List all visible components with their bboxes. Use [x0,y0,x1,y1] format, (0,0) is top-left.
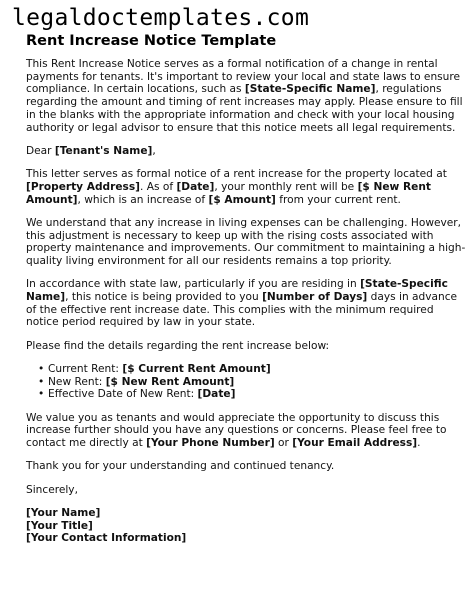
contact-text-2: or [274,437,293,450]
notice-paragraph [26,168,466,206]
contact-text-3: . [417,437,421,450]
property-address-placeholder: [Property Address] [26,180,140,193]
contact-info-placeholder: [Your Contact Information] [26,532,187,545]
letter-body [26,58,466,545]
detail-value: [Date] [197,388,236,401]
tenant-name-placeholder: [Tenant's Name] [54,144,153,157]
list-item [38,363,466,376]
your-title-placeholder: [Your Title] [26,519,93,532]
salutation-text: Dear [26,144,55,157]
intro-text-2: , regulations regarding the amount and timing of rent increases may apply. Please ensure to fill in the blanks with the appropriate information and check with your local housing authority or legal advisor to ensure that this notice meets all legal requirements. [26,83,463,134]
list-item [38,376,466,389]
detail-label: Effective Date of New Rent: [48,388,198,401]
detail-label: Current Rent: [48,362,123,375]
salutation [26,145,466,158]
understanding-paragraph: We understand that any increase in living expenses can be challenging. However, this adjustment is necessary to keep up with the rising costs associated with property maintenance and improvements. Our commitment to maintaining a high-quality living environment for all our residents remains a top priority. [26,216,466,267]
amount-placeholder: [$ Amount] [208,193,276,206]
contact-paragraph [26,412,466,450]
phone-placeholder: [Your Phone Number] [146,437,275,450]
your-name-placeholder: [Your Name] [26,506,101,519]
signature-block [26,507,466,545]
law-paragraph [26,278,466,329]
detail-label: New Rent: [48,375,106,388]
new-rent-placeholder: [$ New Rent Amount] [26,180,431,206]
details-intro: Please find the details regarding the rent increase below: [26,339,330,352]
site-watermark: legaldoctemplates.com [12,5,310,31]
document-title: Rent Increase Notice Template [26,33,277,49]
rent-details-list [26,363,466,401]
list-item [38,388,466,401]
detail-value: [$ New Rent Amount] [105,375,235,388]
intro-text-1: This Rent Increase Notice serves as a formal notification of a change in rental payments for tenants. It's important to review your local and state laws to ensure compliance. In certain locations, such as [26,58,461,96]
state-name-placeholder: [State-Specific Name] [244,83,376,96]
intro-paragraph [26,58,466,134]
detail-value: [$ Current Rent Amount] [122,362,271,375]
law-text-3: days in advance of the effective rent increase date. This complies with the minimum required notice period required by law in your state. [26,290,458,329]
law-text-1: In accordance with state law, particularly if you are residing in [26,278,361,291]
law-text-2: , this notice is being provided to you [65,290,263,303]
closing: Sincerely, [26,483,78,496]
state-name-placeholder: [State-Specific Name] [26,278,448,303]
notice-text-3: , your monthly rent will be [214,180,358,193]
date-placeholder: [Date] [176,180,215,193]
thanks-paragraph: Thank you for your understanding and continued tenancy. [26,460,335,473]
email-placeholder: [Your Email Address] [292,437,418,450]
notice-text-2: . As of [140,180,177,193]
notice-text-4: , which is an increase of [77,193,209,206]
notice-text-5: from your current rent. [275,193,401,206]
number-of-days-placeholder: [Number of Days] [262,290,368,303]
notice-text-1: This letter serves as formal notice of a rent increase for the property located at [26,168,447,181]
contact-text-1: We value you as tenants and would appreciate the opportunity to discuss this increase further should you have any questions or concerns. Please feel free to contact me directly at [26,411,447,450]
salutation-comma: , [152,144,156,157]
